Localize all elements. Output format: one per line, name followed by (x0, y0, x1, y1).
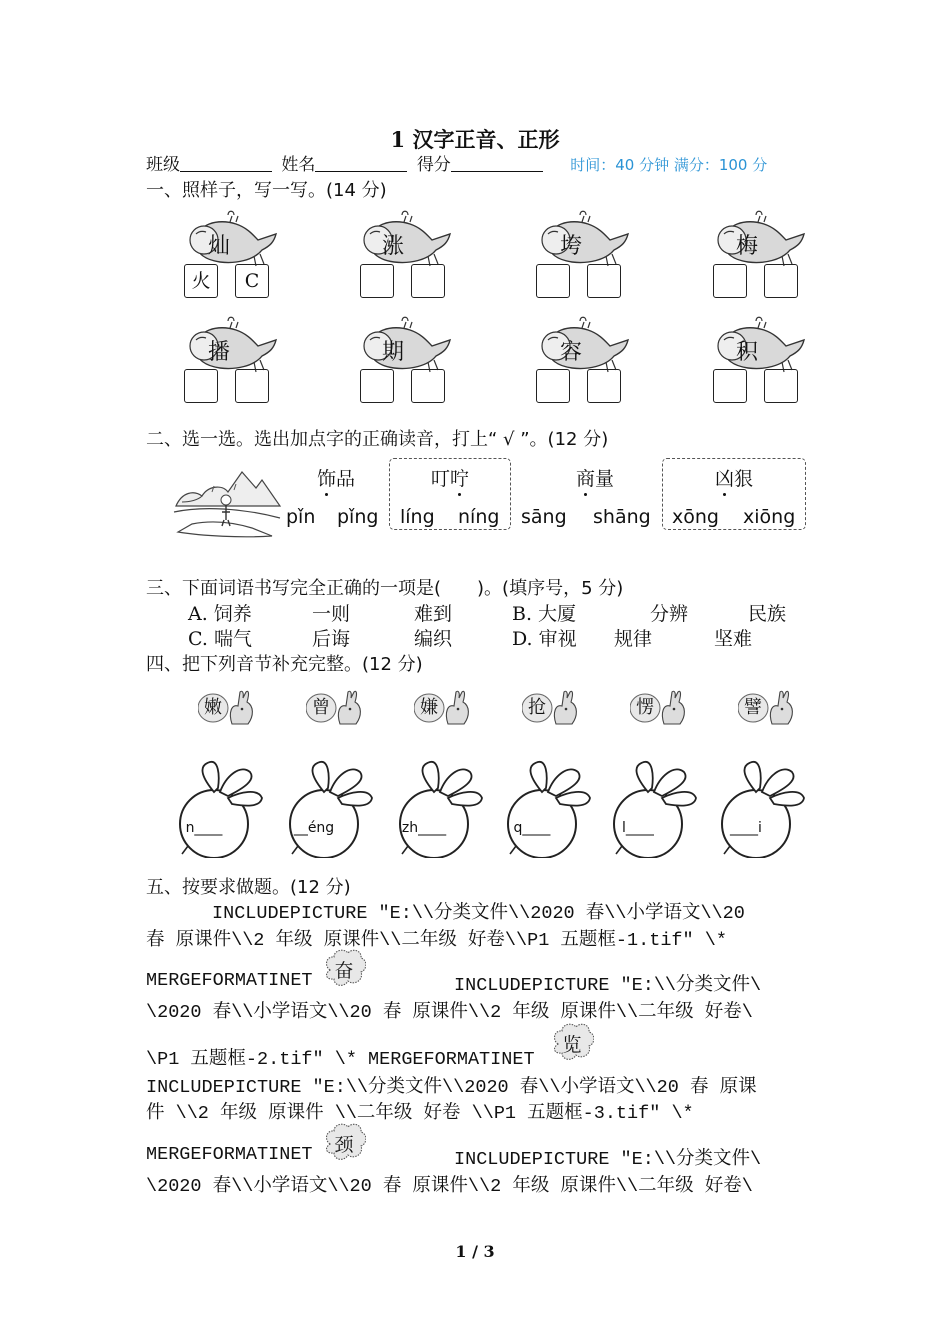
answer-box[interactable] (360, 369, 394, 403)
name-label: 姓名 (281, 155, 316, 175)
radish-card[interactable] (716, 758, 796, 854)
field-code-line: \2020 春\\小学语文\\20 春 原课件\\2 年级 原课件\\二年级 好卷\ (146, 1002, 753, 1023)
answer-box[interactable] (587, 264, 621, 298)
cloud-char: 奋 (334, 960, 354, 982)
field-code-line: \2020 春\\小学语文\\20 春 原课件\\2 年级 原课件\\二年级 好卷\ (146, 1176, 753, 1197)
section-5-heading: 五、按要求做题。(12 分) (146, 877, 351, 898)
cloud-char-box (550, 1022, 594, 1062)
radish-icon (502, 758, 592, 858)
field-code-line: INCLUDEPICTURE "E:\\分类文件\ (454, 975, 762, 996)
dotted-char: 饰 (316, 468, 336, 490)
cloud-char-box (322, 948, 366, 988)
option-b[interactable]: B. 大厦 (512, 603, 577, 625)
bird-4 (712, 210, 808, 272)
rabbit-card (306, 688, 366, 728)
rabbit-card (738, 688, 798, 728)
radish-icon (716, 758, 806, 858)
field-code-line: INCLUDEPICTURE "E:\\分类文件\ (454, 1149, 762, 1170)
section-1-heading: 一、照样子，写一写。(14 分) (146, 180, 387, 201)
bird-char: 播 (207, 340, 230, 365)
field-code-line: 春 原课件\\2 年级 原课件\\二年级 好卷\\P1 五题框-1.tif" \* (146, 930, 727, 951)
page-title: 1 汉字正音、正形 (390, 127, 560, 152)
word-3 (545, 464, 645, 491)
rabbit-card (522, 688, 582, 728)
time-info: 时间：40 分钟 满分：100 分 (570, 156, 768, 174)
cloud-char-box (322, 1122, 366, 1162)
pinyin-option[interactable]: níng (458, 506, 500, 528)
answer-box[interactable] (235, 369, 269, 403)
radish-card[interactable] (174, 758, 254, 854)
syllable-blank: l____ (622, 820, 654, 836)
syllable-blank: ____i (730, 820, 762, 836)
word-post: 品 (336, 468, 356, 490)
answer-box[interactable] (411, 369, 445, 403)
rabbit-char: 曾 (312, 697, 330, 718)
field-code-line: MERGEFORMATINET (146, 970, 313, 991)
bird-3 (536, 210, 632, 272)
option-word: 民族 (748, 603, 787, 625)
radish-icon (608, 758, 698, 858)
option-word: 后诲 (312, 628, 351, 650)
radish-icon (394, 758, 484, 858)
rabbit-char: 抢 (528, 697, 546, 718)
radish-icon (174, 758, 264, 858)
section-2-heading: 二、选一选。选出加点字的正确读音，打上“ √ ”。(12 分) (146, 429, 609, 450)
dotted-char: 咛 (450, 468, 470, 490)
word-pre: 叮 (430, 468, 450, 490)
pinyin-option[interactable]: pǐn (286, 506, 316, 528)
answer-box[interactable] (536, 264, 570, 298)
bird-char: 梅 (735, 234, 758, 259)
answer-box[interactable] (713, 369, 747, 403)
option-a[interactable]: A. 饲养 (188, 603, 252, 625)
cloud-char: 览 (562, 1034, 582, 1056)
pinyin-option[interactable]: shāng (593, 506, 651, 528)
answer-box[interactable] (411, 264, 445, 298)
word-1 (286, 464, 386, 491)
rabbit-char: 愣 (636, 697, 654, 718)
rabbit-card (198, 688, 258, 728)
bird-char: 容 (559, 340, 582, 365)
name-blank[interactable] (315, 155, 407, 172)
landscape-illustration (172, 462, 284, 542)
syllable-blank: n____ (185, 820, 223, 836)
score-blank[interactable] (451, 155, 543, 172)
section-4-heading: 四、把下列音节补充完整。(12 分) (146, 654, 423, 675)
word-4 (684, 464, 784, 491)
rabbit-card (414, 688, 474, 728)
bird-char: 积 (735, 340, 758, 365)
class-label: 班级 (146, 155, 180, 175)
answer-box[interactable] (360, 264, 394, 298)
dotted-char: 凶 (714, 468, 734, 490)
info-line (146, 150, 767, 175)
option-word: 编织 (414, 628, 453, 650)
syllable-blank: q____ (513, 820, 551, 836)
word-2 (400, 464, 500, 491)
radish-card[interactable] (502, 758, 582, 854)
answer-box[interactable] (713, 264, 747, 298)
pinyin-option[interactable]: xiōng (743, 506, 796, 528)
option-c[interactable]: C. 喘气 (188, 628, 252, 650)
pinyin-option[interactable]: líng (400, 506, 435, 528)
option-word: 难到 (414, 603, 453, 625)
bird-char: 垮 (559, 234, 582, 259)
rabbit-char: 譬 (744, 697, 762, 718)
radish-card[interactable] (394, 758, 474, 854)
class-blank[interactable] (180, 155, 272, 172)
answer-box[interactable]: 火 (184, 264, 218, 298)
section-3-heading: 三、下面词语书写完全正确的一项是( )。(填序号，5 分) (146, 578, 624, 599)
option-word: 坚难 (714, 628, 753, 650)
option-d[interactable]: D. 审视 (512, 628, 577, 650)
bird-char: 涨 (381, 234, 404, 259)
pinyin-option[interactable]: xōng (672, 506, 719, 528)
pinyin-option[interactable]: pǐng (337, 506, 379, 528)
field-code-line: \P1 五题框-2.tif" \* MERGEFORMATINET (146, 1049, 535, 1070)
radish-icon (284, 758, 374, 858)
answer-box[interactable]: C (235, 264, 269, 298)
pinyin-option[interactable]: sāng (521, 506, 567, 528)
cloud-char: 颈 (334, 1134, 354, 1156)
rabbit-card (630, 688, 690, 728)
bird-char: 灿 (207, 234, 230, 259)
field-code-line: INCLUDEPICTURE "E:\\分类文件\\2020 春\\小学语文\\20 春 原课 (146, 1077, 757, 1098)
bird-2 (358, 210, 454, 272)
bird-1 (184, 210, 280, 272)
bird-char: 期 (381, 340, 404, 365)
answer-box[interactable] (587, 369, 621, 403)
option-word: 分辨 (650, 603, 689, 625)
page-number: 1 / 3 (455, 1242, 495, 1261)
answer-box[interactable] (764, 369, 798, 403)
word-post: 狠 (734, 468, 754, 490)
rabbit-char: 嫌 (420, 697, 438, 718)
score-label: 得分 (416, 155, 451, 175)
option-word: 规律 (614, 628, 653, 650)
option-word: 一则 (312, 603, 351, 625)
radish-card[interactable] (284, 758, 364, 854)
syllable-blank: zh____ (401, 820, 447, 836)
answer-box[interactable] (536, 369, 570, 403)
field-code-line: 件 \\2 年级 原课件 \\二年级 好卷 \\P1 五题框-3.tif" \* (146, 1103, 694, 1124)
syllable-blank: __éng (293, 820, 335, 836)
word-post: 量 (595, 468, 615, 490)
dotted-char: 商 (575, 468, 595, 490)
radish-card[interactable] (608, 758, 688, 854)
field-code-line: MERGEFORMATINET (146, 1144, 313, 1165)
rabbit-char: 嫩 (204, 697, 222, 718)
answer-box[interactable] (184, 369, 218, 403)
field-code-line: INCLUDEPICTURE "E:\\分类文件\\2020 春\\小学语文\\20 (212, 903, 745, 924)
answer-box[interactable] (764, 264, 798, 298)
